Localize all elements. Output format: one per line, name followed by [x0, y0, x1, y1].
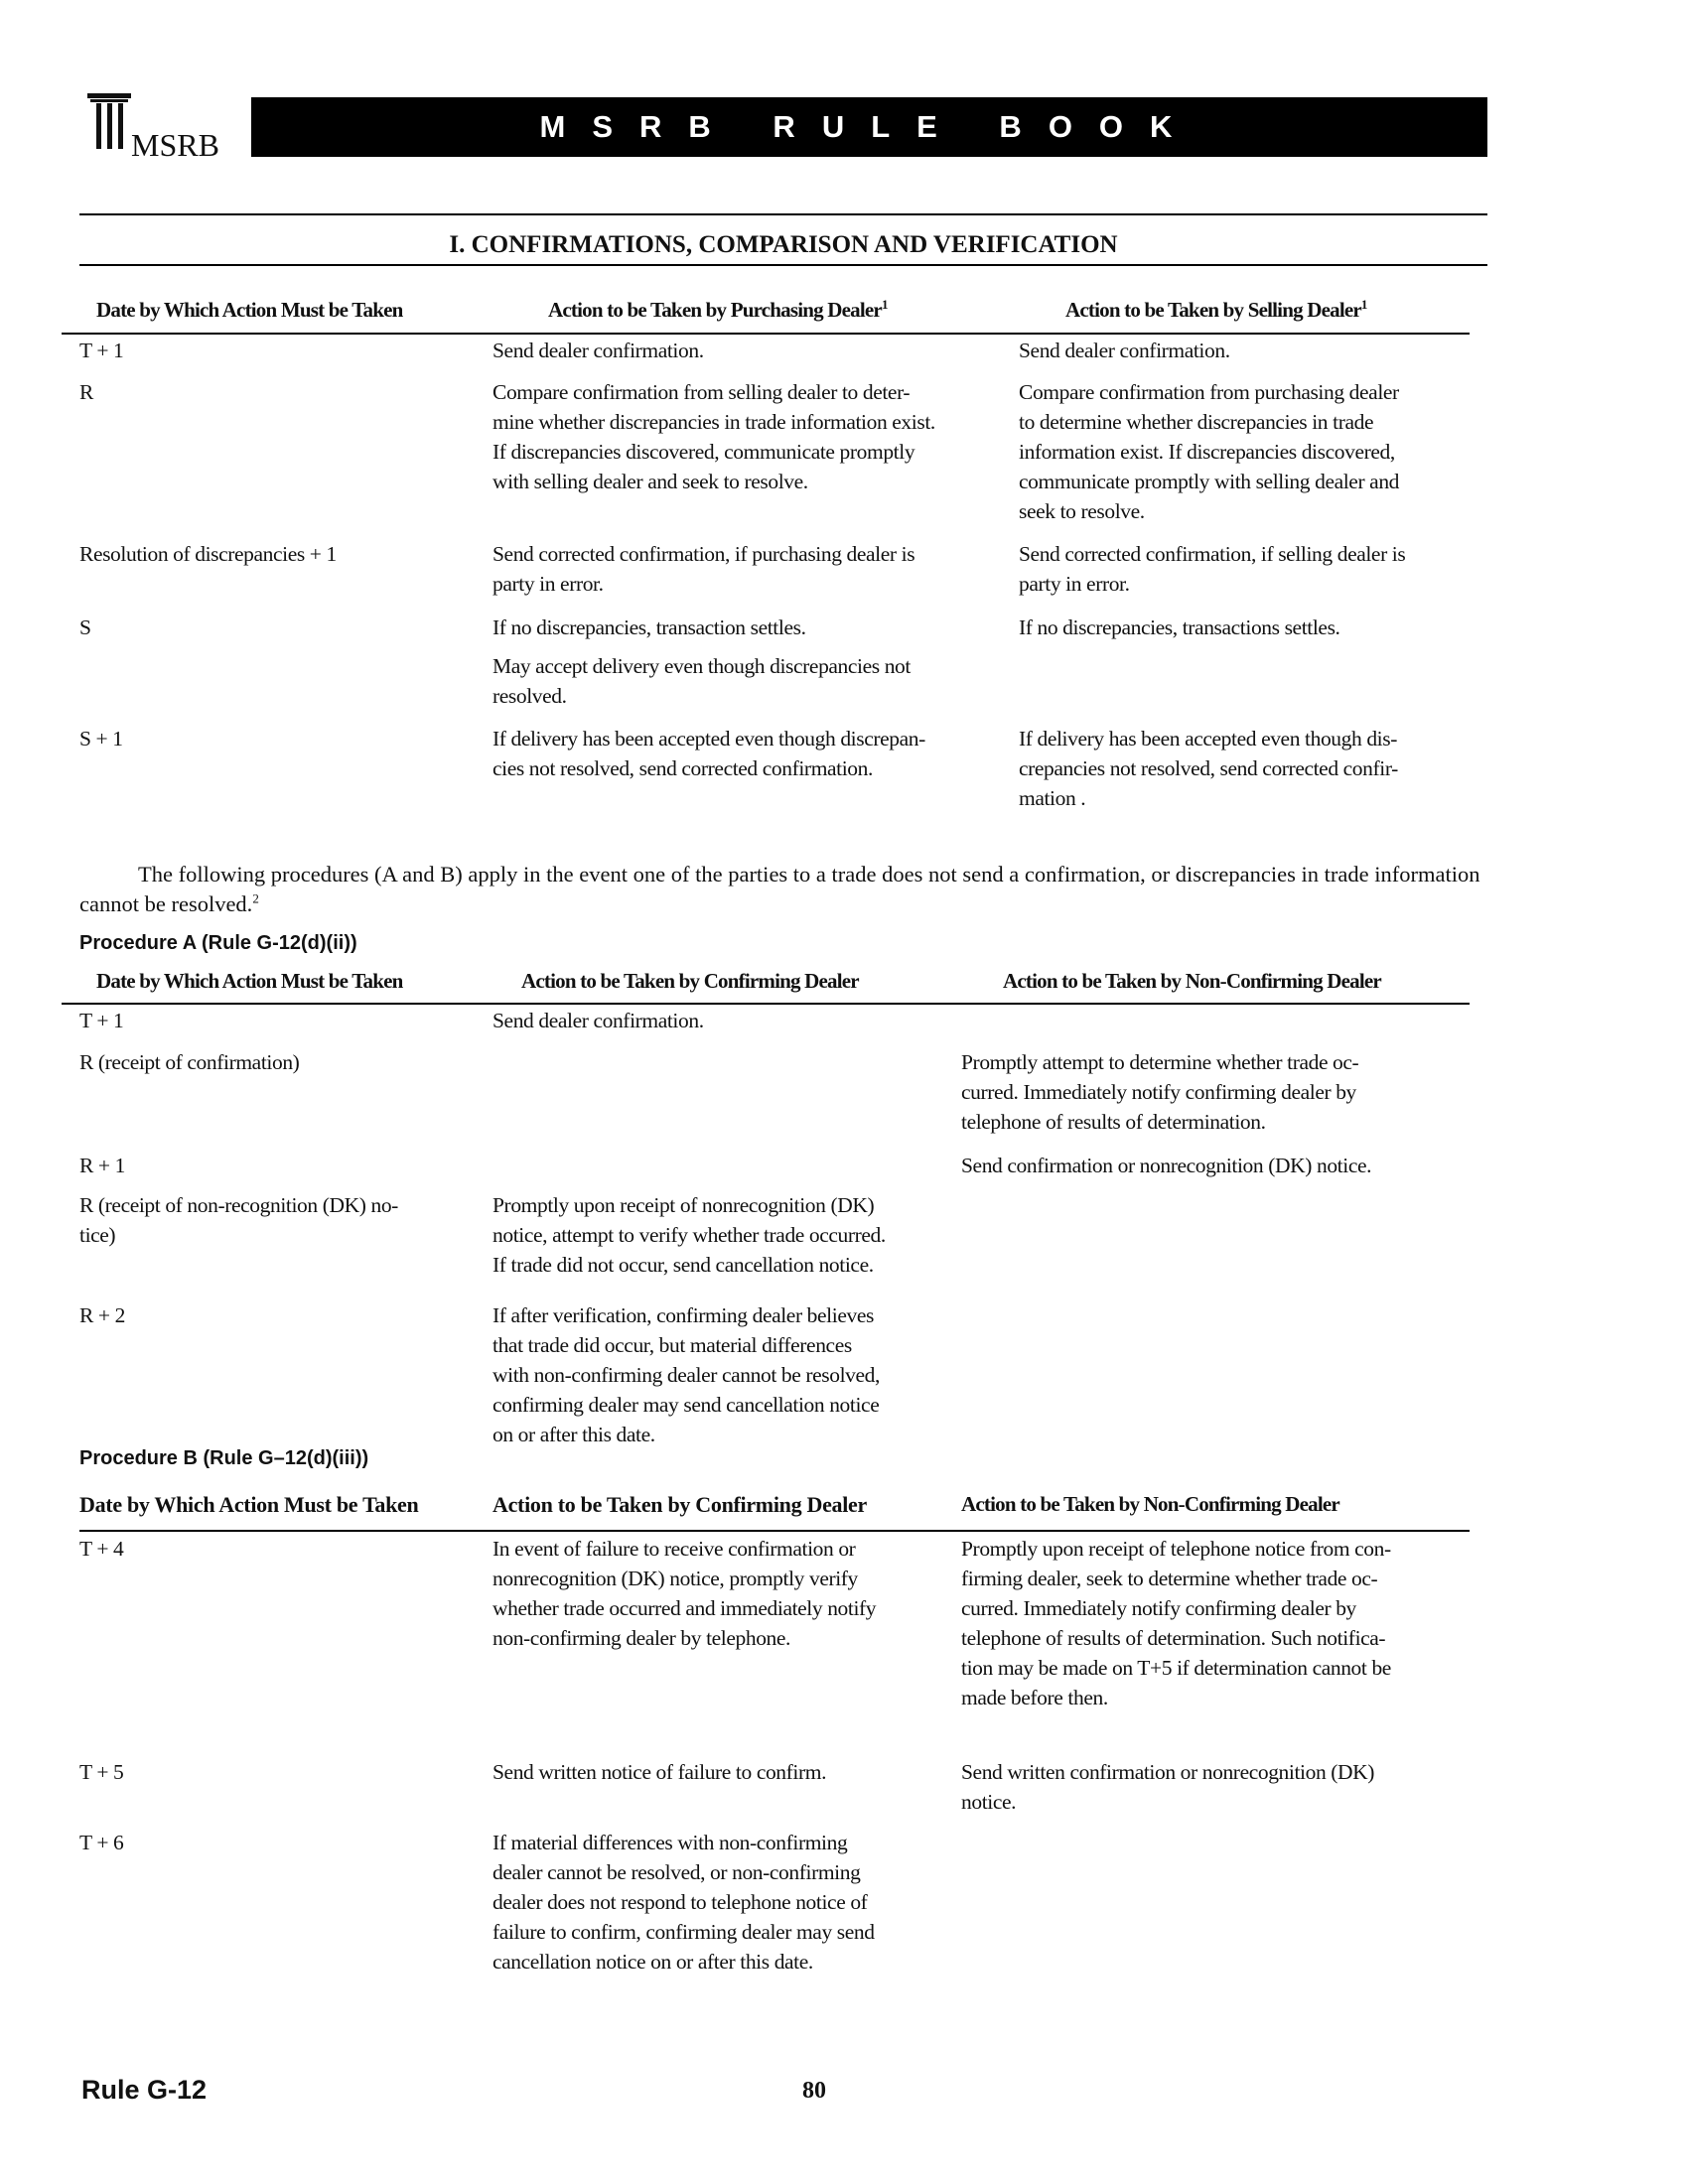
table-row: T + 6 [79, 1831, 124, 1854]
table-cell: Send written confirmation or nonrecognition (DK) notice. [961, 1760, 1375, 1814]
table1-header-rule [62, 333, 1470, 335]
title-bottom-rule [79, 264, 1487, 266]
footer-rule-label: Rule G-12 [81, 2075, 208, 2105]
table-row: R (receipt of non-recognition (DK) no- tice) [79, 1193, 398, 1247]
table-row: S + 1 [79, 727, 123, 751]
procedure-b-title: Procedure B (Rule G–12(d)(iii)) [79, 1447, 369, 1469]
table-row: T + 5 [79, 1760, 124, 1784]
table-cell: May accept delivery even though discrepancies not resolved. [492, 654, 911, 708]
proc-a-header-rule [62, 1003, 1470, 1005]
pillar-icon [87, 91, 131, 155]
procedures-intro-paragraph: The following procedures (A and B) apply in the event one of the parties to a trade does not send a confirmation, or discrepancies in trade information cannot be resolved.$^2$ [79, 862, 1480, 916]
title-top-rule [79, 213, 1487, 215]
proc-b-header-rule [79, 1530, 1470, 1532]
proc-b-header-nonconfirming: Action to be Taken by Non-Confirming Dealer [961, 1492, 1339, 1516]
table-cell: Send written notice of failure to confirm. [492, 1760, 827, 1784]
table-row: R (receipt of confirmation) [79, 1050, 300, 1074]
table-cell: Send corrected confirmation, if selling dealer is party in error. [1019, 542, 1406, 596]
table-cell: Send corrected confirmation, if purchasing dealer is party in error. [492, 542, 915, 596]
proc-a-header-date: Date by Which Action Must be Taken [96, 969, 403, 993]
proc-a-header-confirming: Action to be Taken by Confirming Dealer [521, 969, 859, 993]
table-cell: Promptly upon receipt of telephone notice from con- firming dealer, seek to determine whether trade oc- curred. Immediately notify confirming dealer by telephone of results of determination. Such notifica- tion may be made on T+5 if determination cannot be made before then. [961, 1537, 1391, 1709]
table-row: R + 2 [79, 1303, 125, 1327]
proc-b-header-confirming: Action to be Taken by Confirming Dealer [492, 1492, 867, 1517]
table1-header-selling: Action to be Taken by Selling Dealer$^1$ [1065, 297, 1367, 322]
table-cell: If after verification, confirming dealer believes that trade did occur, but material differences with non-confirming dealer cannot be resolved, confirming dealer may send cancellation notice on or after this date. [492, 1303, 880, 1446]
msrb-logo [87, 91, 236, 163]
section-title: I. CONFIRMATIONS, COMPARISON AND VERIFICATION [449, 231, 1118, 258]
table-cell: Send dealer confirmation. [492, 339, 704, 362]
table-cell: Promptly upon receipt of nonrecognition (DK) notice, attempt to verify whether trade occurred. If trade did not occur, send cancellation notice. [492, 1193, 886, 1277]
table-cell: If delivery has been accepted even though dis- crepancies not resolved, send corrected confir- mation . [1019, 727, 1398, 810]
logo-text: MSRB [131, 127, 219, 163]
rule-book-banner: MSRB RULE BOOK [251, 97, 1487, 157]
table-cell: If delivery has been accepted even though discrepan- cies not resolved, send corrected confirmation. [492, 727, 925, 780]
table-row: S [79, 615, 91, 639]
table-cell: Send dealer confirmation. [492, 1009, 704, 1032]
table-row: R [79, 380, 93, 404]
table-cell: Promptly attempt to determine whether trade oc- curred. Immediately notify confirming dealer by telephone of results of determination. [961, 1050, 1359, 1134]
table-cell: If no discrepancies, transactions settles. [1019, 615, 1340, 639]
table-cell: Send confirmation or nonrecognition (DK) notice. [961, 1154, 1372, 1177]
procedure-a-title: Procedure A (Rule G-12(d)(ii)) [79, 932, 357, 954]
table-cell: In event of failure to receive confirmation or nonrecognition (DK) notice, promptly verify whether trade occurred and immediately notify non-confirming dealer by telephone. [492, 1537, 877, 1650]
table-row: T + 1 [79, 1009, 124, 1032]
table1-header-purchasing: Action to be Taken by Purchasing Dealer$^1$ [548, 297, 888, 322]
proc-b-header-date: Date by Which Action Must be Taken [79, 1492, 419, 1517]
table-cell: If no discrepancies, transaction settles. [492, 615, 806, 639]
proc-a-header-nonconfirming: Action to be Taken by Non-Confirming Dealer [1003, 969, 1381, 993]
table-cell: Compare confirmation from purchasing dealer to determine whether discrepancies in trade information exist. If discrepancies discovered, communicate promptly with selling dealer and seek to resolve. [1019, 380, 1400, 523]
table-row: T + 4 [79, 1537, 124, 1561]
table-row: Resolution of discrepancies + 1 [79, 542, 337, 566]
table1-header-date: Date by Which Action Must be Taken [96, 298, 403, 322]
table-cell: If material differences with non-confirming dealer cannot be resolved, or non-confirming dealer does not respond to telephone notice of failure to confirm, confirming dealer may send cancellation notice on or after this date. [492, 1831, 875, 1974]
table-row: R + 1 [79, 1154, 125, 1177]
page-number: 80 [802, 2078, 826, 2104]
table-cell: Compare confirmation from selling dealer to deter- mine whether discrepancies in trade information exist. If discrepancies discovered, communicate promptly with selling dealer and seek to resolve. [492, 380, 935, 493]
table-cell: Send dealer confirmation. [1019, 339, 1230, 362]
table-row: T + 1 [79, 339, 124, 362]
